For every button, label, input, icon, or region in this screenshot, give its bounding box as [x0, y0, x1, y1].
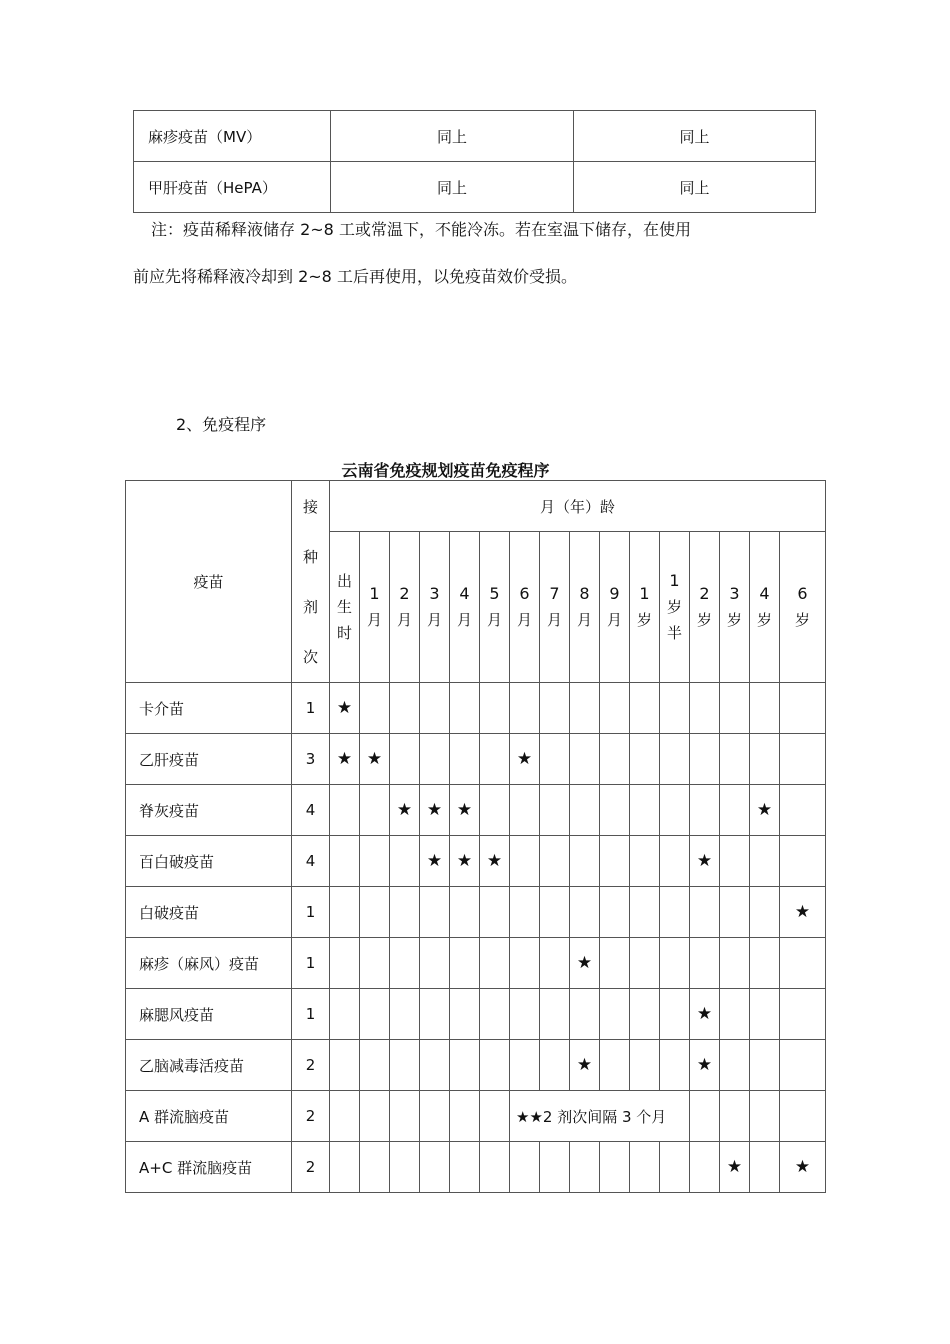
age-label-char: 1: [369, 584, 380, 603]
star-icon: ★: [420, 785, 450, 836]
schedule-cell: [720, 989, 750, 1040]
schedule-cell: [750, 1091, 780, 1142]
table-row: [126, 1091, 826, 1142]
schedule-cell: [360, 785, 390, 836]
schedule-cell: [330, 938, 360, 989]
doses-header-char: 种: [302, 547, 318, 566]
schedule-cell: [390, 683, 420, 734]
star-icon: ★: [780, 887, 826, 938]
age-label-char: 4: [759, 584, 770, 603]
star-icon: ★: [690, 989, 720, 1040]
schedule-cell: [690, 1091, 720, 1142]
schedule-cell: [510, 887, 540, 938]
age-header-cell: [630, 532, 660, 683]
schedule-cell: [570, 1142, 600, 1193]
interval-note: ★★2 剂次间隔 3 个月: [510, 1091, 690, 1142]
age-label-char: 1: [669, 571, 680, 590]
age-label-char: 6: [519, 584, 530, 603]
age-label-char: 2: [699, 584, 710, 603]
schedule-cell: [780, 785, 826, 836]
doses-header: [292, 481, 330, 683]
star-icon: ★: [690, 836, 720, 887]
schedule-cell: [600, 785, 630, 836]
schedule-cell: [510, 785, 540, 836]
schedule-cell: [540, 938, 570, 989]
immunization-schedule-table: [125, 480, 826, 1193]
section-heading: 2、免疫程序: [176, 415, 267, 434]
schedule-cell: [630, 887, 660, 938]
vaccine-name: 麻疹（麻风）疫苗: [126, 938, 292, 989]
age-header-cell: [330, 532, 360, 683]
age-label-char: 生: [336, 598, 352, 616]
schedule-cell: [360, 887, 390, 938]
schedule-cell: [420, 1142, 450, 1193]
schedule-cell: [660, 989, 690, 1040]
vaccine-name: A+C 群流脑疫苗: [126, 1142, 292, 1193]
age-label-char: 月: [606, 611, 622, 629]
schedule-cell: [660, 785, 690, 836]
vaccine-name: 乙肝疫苗: [126, 734, 292, 785]
age-header-cell: [450, 532, 480, 683]
schedule-cell: [690, 734, 720, 785]
schedule-cell: [480, 1040, 510, 1091]
age-label-char: 月: [456, 611, 472, 629]
schedule-cell: [750, 1040, 780, 1091]
age-header-cell: [390, 532, 420, 683]
condition-cell: 同上: [574, 162, 816, 213]
schedule-cell: [480, 989, 510, 1040]
schedule-cell: [780, 938, 826, 989]
schedule-cell: [480, 1091, 510, 1142]
storage-row: [134, 111, 816, 162]
schedule-cell: [420, 1091, 450, 1142]
schedule-cell: [570, 989, 600, 1040]
condition-cell: 同上: [574, 111, 816, 162]
schedule-cell: [450, 887, 480, 938]
age-header-cell: [510, 532, 540, 683]
star-icon: ★: [690, 1040, 720, 1091]
schedule-cell: [600, 836, 630, 887]
schedule-cell: [720, 734, 750, 785]
star-icon: ★: [750, 785, 780, 836]
vaccine-name: 白破疫苗: [126, 887, 292, 938]
schedule-cell: [780, 683, 826, 734]
age-label-char: 4: [459, 584, 470, 603]
dose-count: 1: [292, 683, 330, 734]
schedule-title: 云南省免疫规划疫苗免疫程序: [341, 461, 550, 480]
schedule-cell: [540, 989, 570, 1040]
schedule-cell: [360, 836, 390, 887]
schedule-cell: [330, 1040, 360, 1091]
schedule-cell: [750, 938, 780, 989]
schedule-cell: [450, 1142, 480, 1193]
vaccine-name: 麻疹疫苗（MV）: [134, 111, 331, 162]
star-icon: ★: [390, 785, 420, 836]
schedule-cell: [390, 734, 420, 785]
schedule-cell: [780, 1040, 826, 1091]
age-label-char: 9: [609, 584, 620, 603]
schedule-cell: [420, 734, 450, 785]
star-icon: ★: [420, 836, 450, 887]
dose-count: 1: [292, 887, 330, 938]
age-label-char: 月: [546, 611, 562, 629]
schedule-cell: [480, 683, 510, 734]
schedule-cell: [420, 887, 450, 938]
age-label-char: 3: [729, 584, 740, 603]
schedule-cell: [390, 1040, 420, 1091]
schedule-cell: [660, 887, 690, 938]
vaccine-name: 乙脑减毒活疫苗: [126, 1040, 292, 1091]
schedule-cell: [720, 938, 750, 989]
star-icon: ★: [780, 1142, 826, 1193]
age-header-cell: [660, 532, 690, 683]
schedule-cell: [630, 785, 660, 836]
age-label-char: 岁: [726, 611, 742, 629]
schedule-cell: [480, 938, 510, 989]
dose-count: 2: [292, 1040, 330, 1091]
star-icon: ★: [450, 836, 480, 887]
schedule-cell: [660, 836, 690, 887]
age-label-char: 岁: [696, 611, 712, 629]
vaccine-header: 疫苗: [126, 481, 292, 683]
age-label-char: 5: [489, 584, 500, 603]
schedule-cell: [750, 1142, 780, 1193]
schedule-cell: [660, 683, 690, 734]
schedule-cell: [450, 734, 480, 785]
doses-header-char: 剂: [302, 597, 318, 616]
schedule-cell: [780, 1091, 826, 1142]
star-icon: ★: [330, 683, 360, 734]
schedule-cell: [510, 938, 540, 989]
schedule-cell: [630, 1040, 660, 1091]
schedule-cell: [630, 836, 660, 887]
schedule-cell: [390, 1142, 420, 1193]
table-row: [126, 989, 826, 1040]
schedule-cell: [750, 734, 780, 785]
schedule-cell: [720, 836, 750, 887]
vaccine-name: 卡介苗: [126, 683, 292, 734]
age-label-char: 岁: [756, 611, 772, 629]
condition-cell: 同上: [331, 111, 574, 162]
schedule-cell: [660, 938, 690, 989]
schedule-cell: [570, 887, 600, 938]
schedule-cell: [720, 1091, 750, 1142]
schedule-cell: [510, 836, 540, 887]
schedule-cell: [510, 683, 540, 734]
age-label-char: 月: [366, 611, 382, 629]
schedule-cell: [660, 1142, 690, 1193]
age-label-char: 岁: [636, 611, 652, 629]
schedule-cell: [420, 1040, 450, 1091]
vaccine-name: 百白破疫苗: [126, 836, 292, 887]
schedule-cell: [330, 1091, 360, 1142]
age-label-char: 7: [549, 584, 560, 603]
table-row: [126, 1040, 826, 1091]
schedule-cell: [360, 1091, 390, 1142]
age-label-char: 8: [579, 584, 590, 603]
header-row: [126, 481, 826, 532]
schedule-cell: [750, 989, 780, 1040]
star-icon: ★: [450, 785, 480, 836]
schedule-cell: [600, 1040, 630, 1091]
age-header-cell: [360, 532, 390, 683]
age-header-cell: [690, 532, 720, 683]
note-line-2: 前应先将稀释液冷却到 2~8 工后再使用，以免疫苗效价受损。: [133, 267, 577, 286]
schedule-cell: [540, 836, 570, 887]
schedule-cell: [360, 938, 390, 989]
table-row: [126, 683, 826, 734]
schedule-cell: [540, 887, 570, 938]
schedule-cell: [750, 683, 780, 734]
age-header-cell: [720, 532, 750, 683]
age-label-char: 月: [486, 611, 502, 629]
age-label-char: 月: [426, 611, 442, 629]
schedule-cell: [390, 989, 420, 1040]
schedule-cell: [690, 785, 720, 836]
age-label-char: 月: [396, 611, 412, 629]
schedule-cell: [450, 1040, 480, 1091]
schedule-cell: [720, 1040, 750, 1091]
dose-count: 1: [292, 989, 330, 1040]
schedule-cell: [600, 938, 630, 989]
schedule-cell: [540, 683, 570, 734]
condition-cell: 同上: [331, 162, 574, 213]
schedule-cell: [630, 683, 660, 734]
table-row: [126, 887, 826, 938]
star-icon: ★: [480, 836, 510, 887]
schedule-cell: [780, 989, 826, 1040]
schedule-cell: [330, 785, 360, 836]
schedule-cell: [570, 683, 600, 734]
table-row: [126, 836, 826, 887]
age-header-cell: [570, 532, 600, 683]
age-label-char: 6: [797, 584, 808, 603]
schedule-cell: [780, 836, 826, 887]
schedule-cell: [600, 734, 630, 785]
schedule-cell: [570, 785, 600, 836]
schedule-cell: [600, 989, 630, 1040]
schedule-cell: [390, 938, 420, 989]
schedule-cell: [690, 1142, 720, 1193]
schedule-cell: [630, 938, 660, 989]
schedule-cell: [690, 938, 720, 989]
doses-header-char: 次: [302, 647, 318, 666]
schedule-cell: [480, 785, 510, 836]
dose-count: 2: [292, 1091, 330, 1142]
schedule-cell: [480, 1142, 510, 1193]
schedule-cell: [330, 989, 360, 1040]
schedule-cell: [690, 683, 720, 734]
age-header-cell: [780, 532, 826, 683]
age-label-char: 岁: [795, 611, 811, 629]
star-icon: ★: [720, 1142, 750, 1193]
schedule-cell: [720, 887, 750, 938]
dose-count: 1: [292, 938, 330, 989]
dose-count: 3: [292, 734, 330, 785]
dose-count: 4: [292, 785, 330, 836]
schedule-cell: [450, 1091, 480, 1142]
age-header-cell: [600, 532, 630, 683]
table-row: [126, 734, 826, 785]
schedule-cell: [390, 1091, 420, 1142]
age-label-char: 半: [666, 624, 682, 642]
age-header-cell: [750, 532, 780, 683]
note-line-1: 注：疫苗稀释液储存 2~8 工或常温下，不能冷冻。若在室温下储存，在使用: [151, 220, 691, 239]
age-label-char: 出: [336, 572, 352, 590]
schedule-cell: [600, 1142, 630, 1193]
age-group-header: 月（年）龄: [330, 481, 826, 532]
schedule-cell: [720, 785, 750, 836]
schedule-cell: [540, 1040, 570, 1091]
schedule-cell: [330, 887, 360, 938]
dose-count: 4: [292, 836, 330, 887]
schedule-cell: [600, 683, 630, 734]
schedule-cell: [720, 683, 750, 734]
vaccine-name: A 群流脑疫苗: [126, 1091, 292, 1142]
schedule-cell: [600, 887, 630, 938]
schedule-cell: [630, 1142, 660, 1193]
schedule-cell: [420, 683, 450, 734]
doses-header-char: 接: [302, 497, 318, 516]
age-header-cell: [540, 532, 570, 683]
schedule-cell: [540, 734, 570, 785]
schedule-cell: [660, 734, 690, 785]
schedule-cell: [450, 683, 480, 734]
vaccine-storage-table: [133, 110, 816, 213]
schedule-cell: [750, 836, 780, 887]
schedule-cell: [420, 938, 450, 989]
schedule-cell: [630, 989, 660, 1040]
table-row: [126, 785, 826, 836]
schedule-cell: [510, 1142, 540, 1193]
schedule-cell: [510, 989, 540, 1040]
schedule-cell: [540, 1142, 570, 1193]
storage-row: [134, 162, 816, 213]
vaccine-name: 甲肝疫苗（HePA）: [134, 162, 331, 213]
schedule-cell: [570, 734, 600, 785]
age-label-char: 3: [429, 584, 440, 603]
schedule-cell: [480, 887, 510, 938]
star-icon: ★: [330, 734, 360, 785]
age-label-char: 1: [639, 584, 650, 603]
star-icon: ★: [510, 734, 540, 785]
schedule-cell: [690, 887, 720, 938]
age-label-char: 月: [516, 611, 532, 629]
schedule-cell: [330, 1142, 360, 1193]
schedule-cell: [390, 836, 420, 887]
schedule-cell: [360, 989, 390, 1040]
age-label-char: 岁: [666, 598, 682, 616]
age-header-cell: [420, 532, 450, 683]
schedule-cell: [360, 683, 390, 734]
dose-count: 2: [292, 1142, 330, 1193]
schedule-cell: [630, 734, 660, 785]
age-label-char: 月: [576, 611, 592, 629]
schedule-cell: [510, 1040, 540, 1091]
schedule-cell: [360, 1040, 390, 1091]
star-icon: ★: [570, 938, 600, 989]
age-label-char: 2: [399, 584, 410, 603]
schedule-cell: [390, 887, 420, 938]
schedule-cell: [540, 785, 570, 836]
vaccine-name: 麻腮风疫苗: [126, 989, 292, 1040]
schedule-cell: [780, 734, 826, 785]
age-header-cell: [480, 532, 510, 683]
table-row: [126, 938, 826, 989]
vaccine-name: 脊灰疫苗: [126, 785, 292, 836]
schedule-cell: [450, 938, 480, 989]
age-label-char: 时: [336, 624, 352, 642]
schedule-cell: [480, 734, 510, 785]
schedule-cell: [330, 836, 360, 887]
schedule-cell: [660, 1040, 690, 1091]
star-icon: ★: [570, 1040, 600, 1091]
star-icon: ★: [360, 734, 390, 785]
schedule-cell: [750, 887, 780, 938]
schedule-cell: [450, 989, 480, 1040]
schedule-cell: [420, 989, 450, 1040]
schedule-cell: [570, 836, 600, 887]
table-row: [126, 1142, 826, 1193]
schedule-cell: [360, 1142, 390, 1193]
